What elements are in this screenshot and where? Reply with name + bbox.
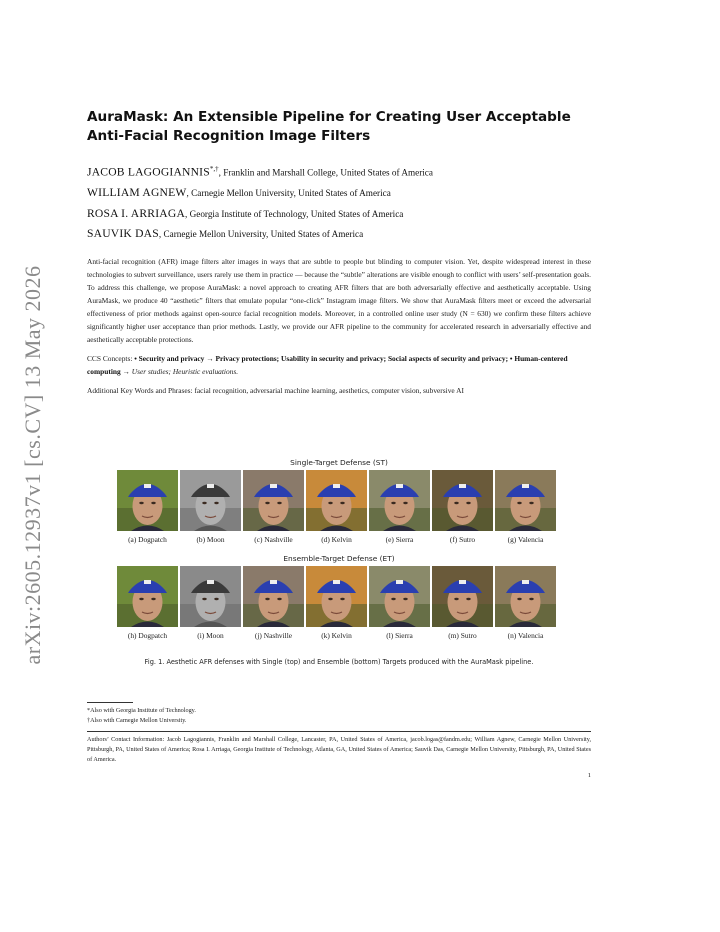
paper-title: AuraMask: An Extensible Pipeline for Creating User Acceptable Anti-Facial Recognition Image Filters [87, 109, 571, 144]
et-filtered-face-image [369, 566, 430, 627]
author-footnote-marks: *,† [209, 165, 219, 173]
author-affiliation: , Carnegie Mellon University, United States of America [186, 188, 391, 199]
et-filtered-face-image [306, 566, 367, 627]
figure-caption: Fig. 1. Aesthetic AFR defenses with Single (top) and Ensemble (bottom) Targets produced with the AuraMask pipeline. [144, 658, 534, 666]
st-label-row [117, 532, 558, 550]
author-affiliation: , Carnegie Mellon University, United States of America [158, 229, 364, 240]
et-subfigure-label: (h) Dogpatch [127, 631, 168, 640]
author-affiliation: , Georgia Institute of Technology, United States of America [185, 208, 404, 219]
st-subfigure-label: (g) Valencia [507, 535, 544, 544]
author-line-2 [87, 183, 591, 204]
st-subfigure-label: (b) Moon [196, 535, 225, 544]
et-filtered-face-image [180, 566, 241, 627]
author-name: SAUVIK DAS [87, 227, 159, 241]
footnote-dagger: †Also with Carnegie Mellon University. [87, 716, 187, 724]
et-subfigure-label: (n) Valencia [507, 631, 544, 640]
et-subfigure-label: (j) Nashville [254, 631, 293, 640]
author-affiliation: , Franklin and Marshall College, United States of America [218, 167, 433, 178]
st-subfigure-label: (e) Sierra [385, 535, 414, 544]
st-filtered-face-image [432, 470, 493, 531]
figure-1 [87, 456, 591, 666]
et-filtered-face-image [117, 566, 178, 627]
st-subfigure-label: (c) Nashville [254, 535, 293, 544]
footnotes [87, 702, 591, 764]
et-filtered-face-image [495, 566, 556, 627]
paper-front-matter [87, 108, 591, 397]
st-filtered-face-image [180, 470, 241, 531]
st-image-row [117, 470, 558, 532]
st-filtered-face-image [243, 470, 304, 531]
et-heading: Ensemble-Target Defense (ET) [283, 554, 395, 563]
st-subfigure-label: (d) Kelvin [321, 535, 352, 544]
author-name: WILLIAM AGNEW [87, 186, 187, 200]
et-subfigure-label: (i) Moon [197, 631, 224, 640]
ccs-bold-terms: • Security and privacy → Privacy protections; Usability in security and privacy; Social aspects of security and privacy; • Human-centered computing → [87, 353, 568, 376]
st-filtered-face-image [369, 470, 430, 531]
et-image-row [117, 566, 558, 628]
et-label-row [117, 628, 558, 646]
st-filtered-face-image [495, 470, 556, 531]
ccs-label: CCS Concepts: [87, 353, 135, 363]
page-number: 1 [587, 772, 591, 779]
et-filtered-face-image [432, 566, 493, 627]
et-subfigure-label: (l) Sierra [386, 631, 413, 640]
st-subfigure-label: (f) Sutro [449, 535, 476, 544]
footnote-rule [87, 702, 133, 703]
ccs-italic-terms: User studies; Heuristic evaluations. [131, 366, 239, 376]
footnote-star: *Also with Georgia Institute of Technology. [87, 707, 196, 714]
author-line-4 [87, 224, 591, 245]
author-name: JACOB LAGOGIANNIS [87, 165, 210, 179]
st-subfigure-label: (a) Dogpatch [128, 535, 167, 544]
arxiv-sidebar-stamp [8, 250, 58, 680]
author-name: ROSA I. ARRIAGA [87, 206, 186, 220]
keywords: Additional Key Words and Phrases: facial recognition, adversarial machine learning, aesthetics, computer vision, subversive AI [87, 385, 464, 395]
arxiv-identifier: arXiv:2605.12937v1 [cs.CV] 13 May 2026 [20, 265, 45, 665]
st-filtered-face-image [117, 470, 178, 531]
ccs-concepts [87, 352, 591, 378]
contact-rule [87, 731, 591, 732]
et-subfigure-label: (k) Kelvin [321, 631, 352, 640]
author-line-3 [87, 204, 591, 225]
et-filtered-face-image [243, 566, 304, 627]
abstract: Anti-facial recognition (AFR) image filters alter images in ways that are subtle to people but blinding to computer vision. Yet, despite widespread interest in these technologies to subvert surveillance, users rarely use them in practice — because the “subtle” alterations are visible enough to conflict with users’ self-presentation goals. To address this challenge, we propose AuraMask: a novel approach to creating AFR filters that are both adversarially effective and aesthetically acceptable. Using AuraMask, we produce 40 “aesthetic” filters that emulate popular “one-click” Instagram image filters. We show that AuraMask filters meet or exceed the adversarial effectiveness of prior methods against open-source facial recognition models. Moreover, in a controlled online user study (N = 630) we confirm these filters achieve significantly higher user acceptance than prior methods. Lastly, we provide our AFR pipeline to the community for accelerated research in adversarially effective and aesthetically acceptable protections. [87, 256, 591, 344]
st-filtered-face-image [306, 470, 367, 531]
st-heading: Single-Target Defense (ST) [290, 458, 388, 467]
contact-information: Authors’ Contact Information: Jacob Lagogiannis, Franklin and Marshall College, Lancaster, PA, United States of America, jacob.logas@fandm.edu; William Agnew, Carnegie Mellon University, Pittsburgh, PA, United States of America; Rosa I. Arriaga, Georgia Institute of Technology, Atlanta, GA, United States of America; Sauvik Das, Carnegie Mellon University, Pittsburgh, PA, United States of America. [87, 736, 591, 763]
author-line-1 [87, 160, 591, 183]
et-subfigure-label: (m) Sutro [448, 631, 477, 640]
